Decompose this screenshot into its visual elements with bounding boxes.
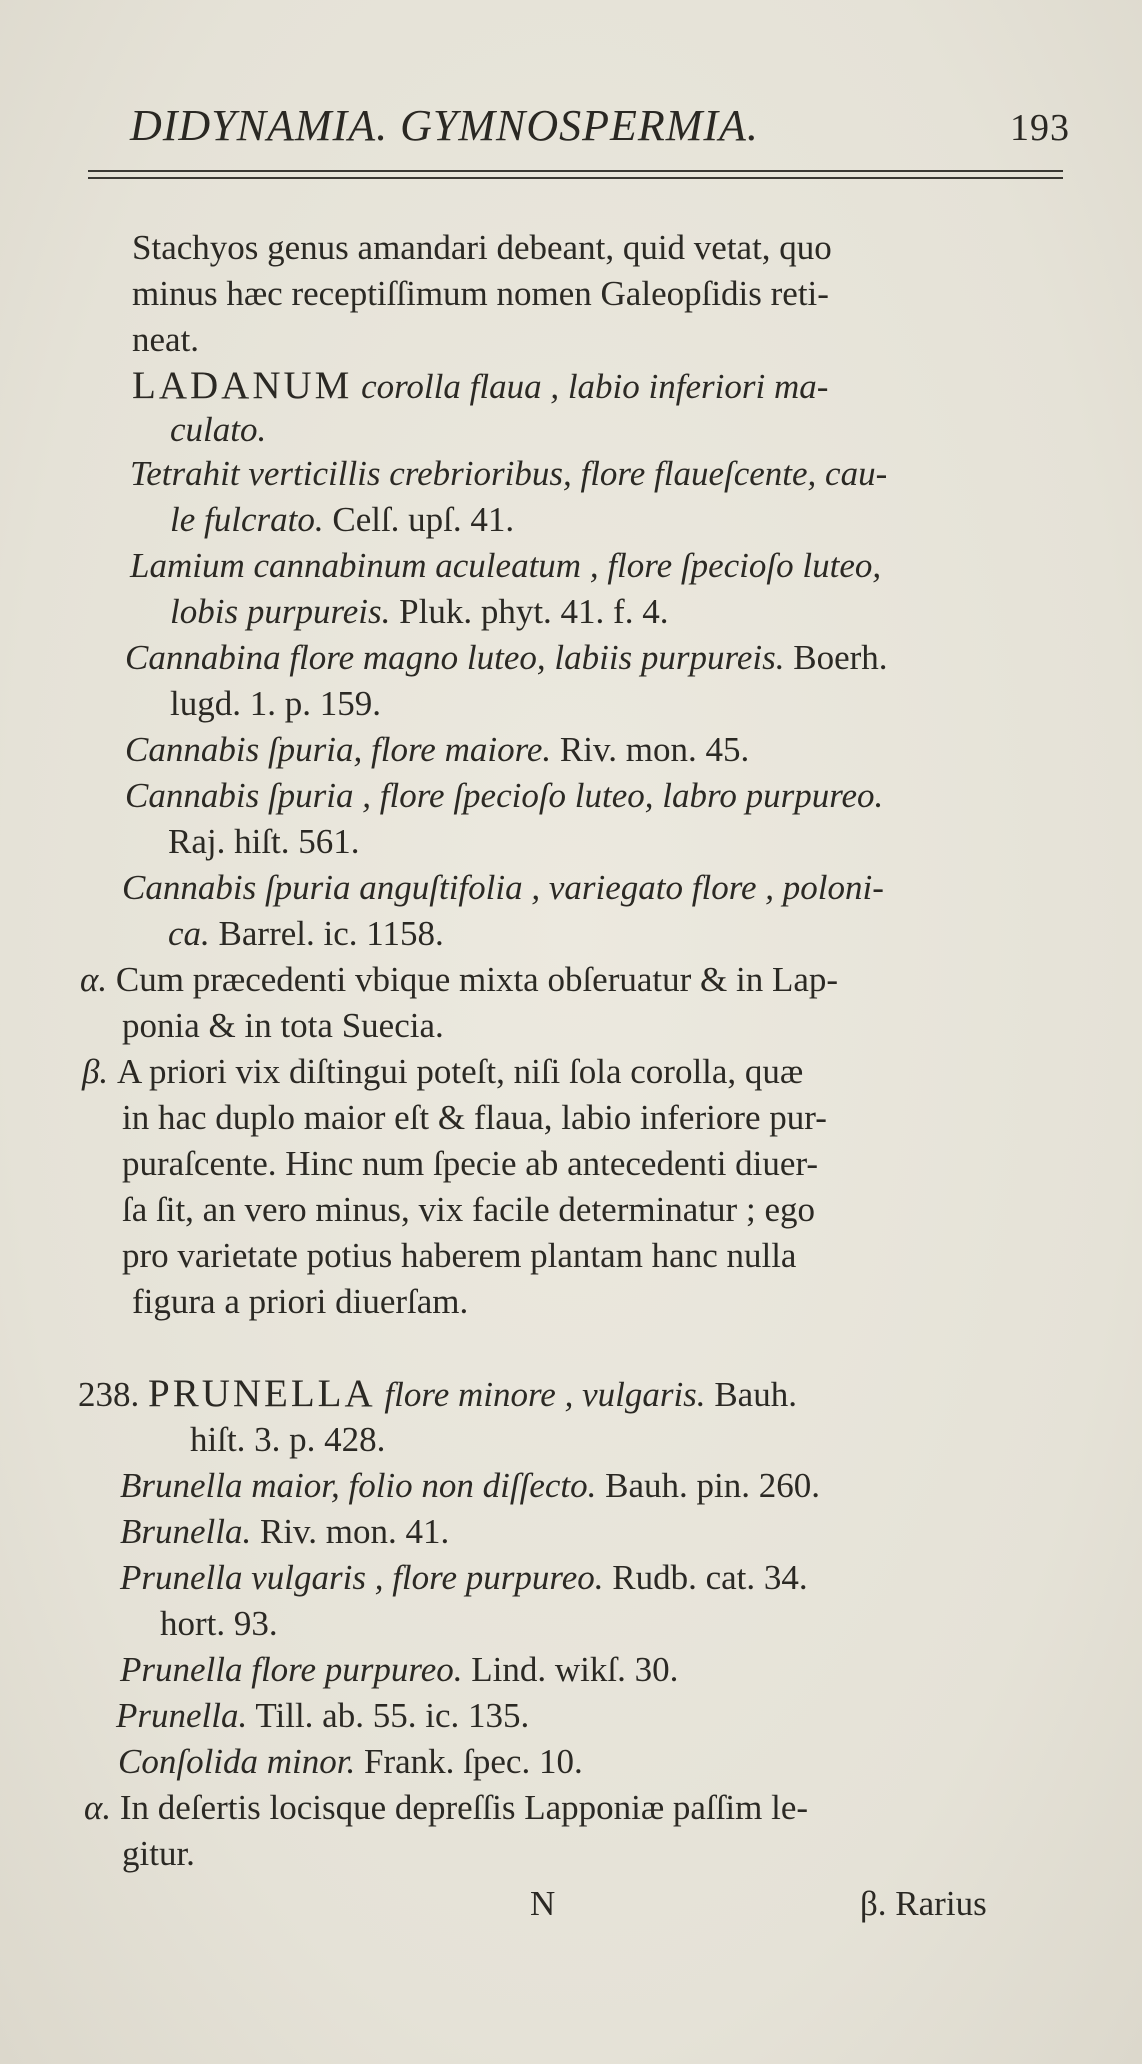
header-title: DIDYNAMIA. GYMNOSPERMIA. [130, 101, 759, 150]
synonym-line: Tetrahit verticillis crebrioribus, flore flaueſcente, cau- [130, 454, 888, 493]
variety-text: in hac duplo maior eſt & flaua, labio inferiore pur- [122, 1098, 827, 1137]
synonym-line [125, 730, 749, 770]
synonym-line [120, 1650, 678, 1690]
synonym-ref: Riv. mon. 45. [559, 730, 750, 769]
synonym-line: Lamium cannabinum aculeatum , flore ſpecioſo luteo, [130, 546, 882, 585]
synonym-line [125, 638, 888, 678]
synonym-line [120, 1512, 449, 1552]
synonym-ref: hort. 93. [160, 1604, 278, 1643]
variety-text: gitur. [122, 1834, 195, 1873]
variety-text: Cum præcedenti vbique mixta obſeruatur & in Lap- [115, 960, 839, 999]
variety-beta [82, 1052, 803, 1092]
synonym-line [170, 500, 514, 540]
variety-marker: β. [82, 1052, 109, 1091]
synonym-name: ca. [168, 914, 210, 953]
prunella-entry [78, 1374, 797, 1415]
variety-text: A priori vix diſtingui poteſt, niſi ſola corolla, quæ [116, 1052, 804, 1091]
synonym-line [118, 1742, 583, 1782]
synonym-name: Brunella. [120, 1512, 252, 1551]
synonym-name: Conſolida minor. [118, 1742, 356, 1781]
variety-text: In deſertis locisque depreſſis Lapponiæ paſſim le- [119, 1788, 809, 1827]
synonym-name: Cannabis ſpuria, flore maiore. [125, 730, 552, 769]
variety-marker: α. [84, 1788, 112, 1827]
genus-name-prunella: PRUNELLA [148, 1372, 376, 1415]
synonym-ref: Lind. wikſ. 30. [471, 1650, 679, 1689]
synonym-ref: Boerh. [793, 638, 888, 677]
ladanum-entry [132, 366, 828, 407]
synonym-line: lugd. 1. p. 159. [170, 684, 381, 723]
variety-alpha [80, 960, 838, 1000]
synonym-line [170, 592, 668, 632]
species-desc: corolla flaua , labio inferiori ma- [361, 367, 829, 406]
synonym-ref: Frank. ſpec. 10. [364, 1742, 583, 1781]
synonym-name: Brunella maior, folio non diſſecto. [120, 1466, 597, 1505]
synonym-name: Prunella flore purpureo. [120, 1650, 463, 1689]
page-number: 193 [1010, 107, 1070, 149]
species-desc: culato. [170, 410, 267, 449]
variety-marker: α. [80, 960, 108, 999]
synonym-name: Prunella vulgaris , flore purpureo. [120, 1558, 604, 1597]
signature-mark: N [530, 1884, 556, 1923]
species-desc: flore minore , vulgaris. [384, 1375, 706, 1414]
synonym-name: Prunella. [116, 1696, 248, 1735]
synonym-name: Cannabina flore magno luteo, labiis purpureis. [125, 638, 785, 677]
synonym-ref: hiſt. 3. p. 428. [190, 1420, 386, 1459]
synonym-ref: Till. ab. 55. ic. 135. [255, 1696, 530, 1735]
synonym-name: le fulcrato. [170, 500, 324, 539]
synonym-ref: Pluk. phyt. 41. f. 4. [399, 592, 669, 631]
synonym-line [120, 1558, 808, 1598]
synonym-line [116, 1696, 529, 1736]
catchword: β. Rarius [860, 1884, 987, 1923]
variety-text: puraſcente. Hinc num ſpecie ab antecedenti diuer- [122, 1144, 819, 1183]
synonym-name: lobis purpureis. [170, 592, 391, 631]
synonym-line [120, 1466, 820, 1506]
variety-text: pro varietate potius haberem plantam hanc nulla [122, 1236, 797, 1275]
genus-number: 238. [78, 1375, 140, 1414]
synonym-ref: Celſ. upſ. 41. [332, 500, 515, 539]
header-rule [88, 170, 1063, 179]
synonym-line: Raj. hiſt. 561. [168, 822, 360, 861]
synonym-line [168, 914, 444, 954]
species-name-ladanum: LADANUM [132, 364, 353, 407]
synonym-line: Cannabis ſpuria , flore ſpecioſo luteo, labro purpureo. [125, 776, 884, 815]
text-line: neat. [132, 320, 200, 359]
synonym-ref: Riv. mon. 41. [259, 1512, 450, 1551]
variety-text: ponia & in tota Suecia. [122, 1006, 444, 1045]
synonym-ref: Bauh. [714, 1375, 797, 1414]
running-header [130, 100, 1070, 151]
synonym-ref: Bauh. pin. 260. [605, 1466, 820, 1505]
variety-alpha [84, 1788, 808, 1828]
variety-text: figura a priori diuerſam. [132, 1282, 469, 1321]
synonym-line: Cannabis ſpuria anguſtifolia , variegato flore , poloni- [122, 868, 884, 907]
synonym-ref: Rudb. cat. 34. [612, 1558, 808, 1597]
synonym-ref: Barrel. ic. 1158. [218, 914, 444, 953]
variety-text: ſa ſit, an vero minus, vix facile determinatur ; ego [122, 1190, 815, 1229]
text-line: Stachyos genus amandari debeant, quid vetat, quo [132, 228, 832, 267]
text-line: minus hæc receptiſſimum nomen Galeopſidis reti- [132, 274, 829, 313]
